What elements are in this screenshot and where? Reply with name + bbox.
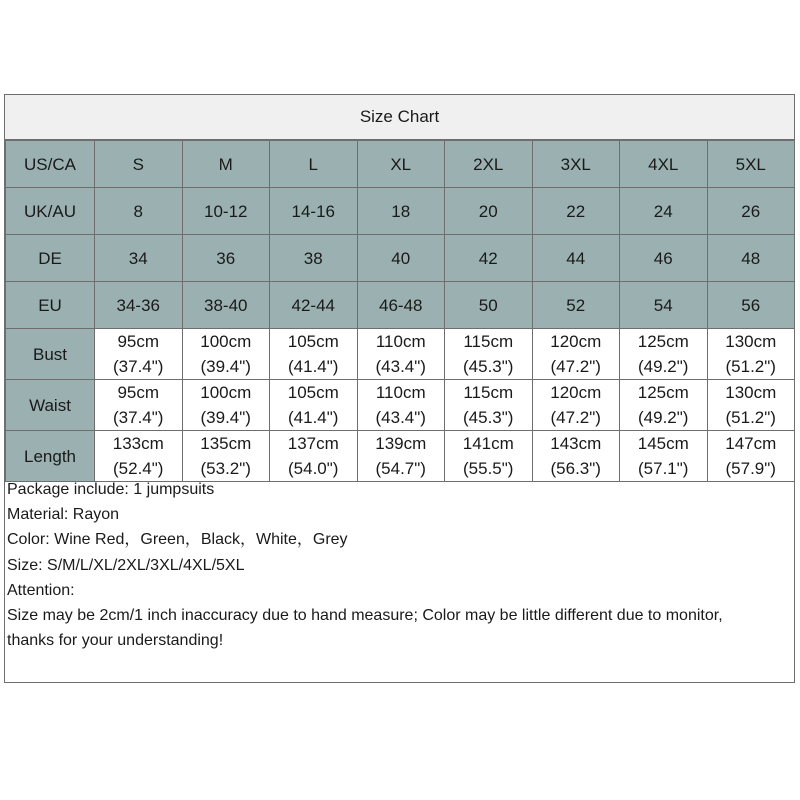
size-cell: 14-16 [270,188,358,235]
cm-value: 145cm [637,434,689,453]
row-label: Waist [6,380,95,431]
inch-value: (49.2") [638,357,689,376]
inch-value: (55.5") [463,459,514,478]
size-cell: 40 [357,235,445,282]
chart-title: Size Chart [5,95,794,140]
size-cell: 54 [620,282,708,329]
size-note: Size: S/M/L/XL/2XL/3XL/4XL/5XL [7,556,245,574]
measure-row-bust [6,329,795,380]
measure-cell [270,431,358,482]
size-cell: 44 [532,235,620,282]
measure-cell [182,329,270,380]
inch-value: (37.4") [113,357,164,376]
inch-value: (39.4") [200,408,251,427]
cm-value: 125cm [637,332,689,351]
inch-value: (47.2") [550,357,601,376]
cm-value: 135cm [200,434,252,453]
row-label: DE [6,235,95,282]
size-cell: 42 [445,235,533,282]
inch-value: (45.3") [463,357,514,376]
size-cell: 18 [357,188,445,235]
size-cell: 50 [445,282,533,329]
measure-cell [532,380,620,431]
size-cell: XL [357,141,445,188]
disclaimer-note: Size may be 2cm/1 inch inaccuracy due to hand measure; Color may be little different due to monitor, thanks for your understanding! [7,607,723,650]
measure-cell [270,329,358,380]
measure-cell [532,431,620,482]
size-cell: 36 [182,235,270,282]
row-label: Bust [6,329,95,380]
size-cell: 46 [620,235,708,282]
size-cell: 34 [95,235,183,282]
measure-row-length [6,431,795,482]
size-cell: M [182,141,270,188]
measure-cell [620,329,708,380]
cm-value: 130cm [725,383,777,402]
size-row-de [6,235,795,282]
cm-value: 143cm [550,434,602,453]
inch-value: (57.9") [725,459,776,478]
cm-value: 120cm [550,332,602,351]
measure-cell [445,380,533,431]
size-cell: S [95,141,183,188]
cm-value: 141cm [462,434,514,453]
inch-value: (49.2") [638,408,689,427]
measure-cell [95,431,183,482]
size-cell: 52 [532,282,620,329]
size-cell: 46-48 [357,282,445,329]
cm-value: 133cm [112,434,164,453]
cm-value: 120cm [550,383,602,402]
inch-value: (47.2") [550,408,601,427]
size-row-eu [6,282,795,329]
cm-value: 130cm [725,332,777,351]
measure-cell [445,431,533,482]
inch-value: (51.2") [725,408,776,427]
size-cell: 34-36 [95,282,183,329]
inch-value: (43.4") [375,357,426,376]
size-cell: 42-44 [270,282,358,329]
size-cell: 22 [532,188,620,235]
row-label: US/CA [6,141,95,188]
inch-value: (37.4") [113,408,164,427]
measure-cell [182,380,270,431]
measure-cell [707,431,795,482]
size-row-uk-au [6,188,795,235]
cm-value: 139cm [375,434,427,453]
measure-cell [707,329,795,380]
size-cell: 20 [445,188,533,235]
size-cell: 56 [707,282,795,329]
measure-cell [357,380,445,431]
measure-cell [532,329,620,380]
measure-cell [95,329,183,380]
inch-value: (54.0") [288,459,339,478]
inch-value: (41.4") [288,408,339,427]
size-cell: 48 [707,235,795,282]
cm-value: 115cm [463,332,514,351]
measure-cell [95,380,183,431]
size-cell: 26 [707,188,795,235]
inch-value: (56.3") [550,459,601,478]
cm-value: 110cm [375,332,426,351]
cm-value: 95cm [117,383,160,402]
row-label: Length [6,431,95,482]
size-cell: 8 [95,188,183,235]
size-row-us-ca [6,141,795,188]
cm-value: 100cm [200,383,252,402]
cm-value: 115cm [463,383,514,402]
cm-value: 125cm [637,383,689,402]
cm-value: 110cm [375,383,426,402]
inch-value: (57.1") [638,459,689,478]
measure-cell [182,431,270,482]
measure-cell [707,380,795,431]
size-cell: 24 [620,188,708,235]
inch-value: (51.2") [725,357,776,376]
size-chart-sheet [4,94,795,683]
cm-value: 95cm [117,332,160,351]
inch-value: (43.4") [375,408,426,427]
cm-value: 137cm [287,434,339,453]
inch-value: (53.2") [200,459,251,478]
measure-cell [357,329,445,380]
attention-note: Attention: [7,581,75,599]
measure-cell [620,431,708,482]
measure-row-waist [6,380,795,431]
size-cell: 5XL [707,141,795,188]
size-cell: 10-12 [182,188,270,235]
measure-cell [270,380,358,431]
material-note: Material: Rayon [7,506,120,524]
inch-value: (54.7") [375,459,426,478]
size-cell: 38 [270,235,358,282]
package-note: Package include: 1 jumpsuits [7,481,215,498]
size-cell: 3XL [532,141,620,188]
inch-value: (41.4") [288,357,339,376]
inch-value: (52.4") [113,459,164,478]
row-label: UK/AU [6,188,95,235]
row-label: EU [6,282,95,329]
size-cell: L [270,141,358,188]
measure-cell [357,431,445,482]
color-note: Color: Wine Red，Green，Black，White，Grey [7,531,348,549]
cm-value: 105cm [287,383,339,402]
inch-value: (39.4") [200,357,251,376]
inch-value: (45.3") [463,408,514,427]
size-cell: 4XL [620,141,708,188]
size-table [5,140,795,482]
measure-cell [620,380,708,431]
cm-value: 100cm [200,332,252,351]
product-notes [5,477,794,653]
cm-value: 147cm [725,434,777,453]
size-cell: 38-40 [182,282,270,329]
measure-cell [445,329,533,380]
cm-value: 105cm [287,332,339,351]
size-cell: 2XL [445,141,533,188]
